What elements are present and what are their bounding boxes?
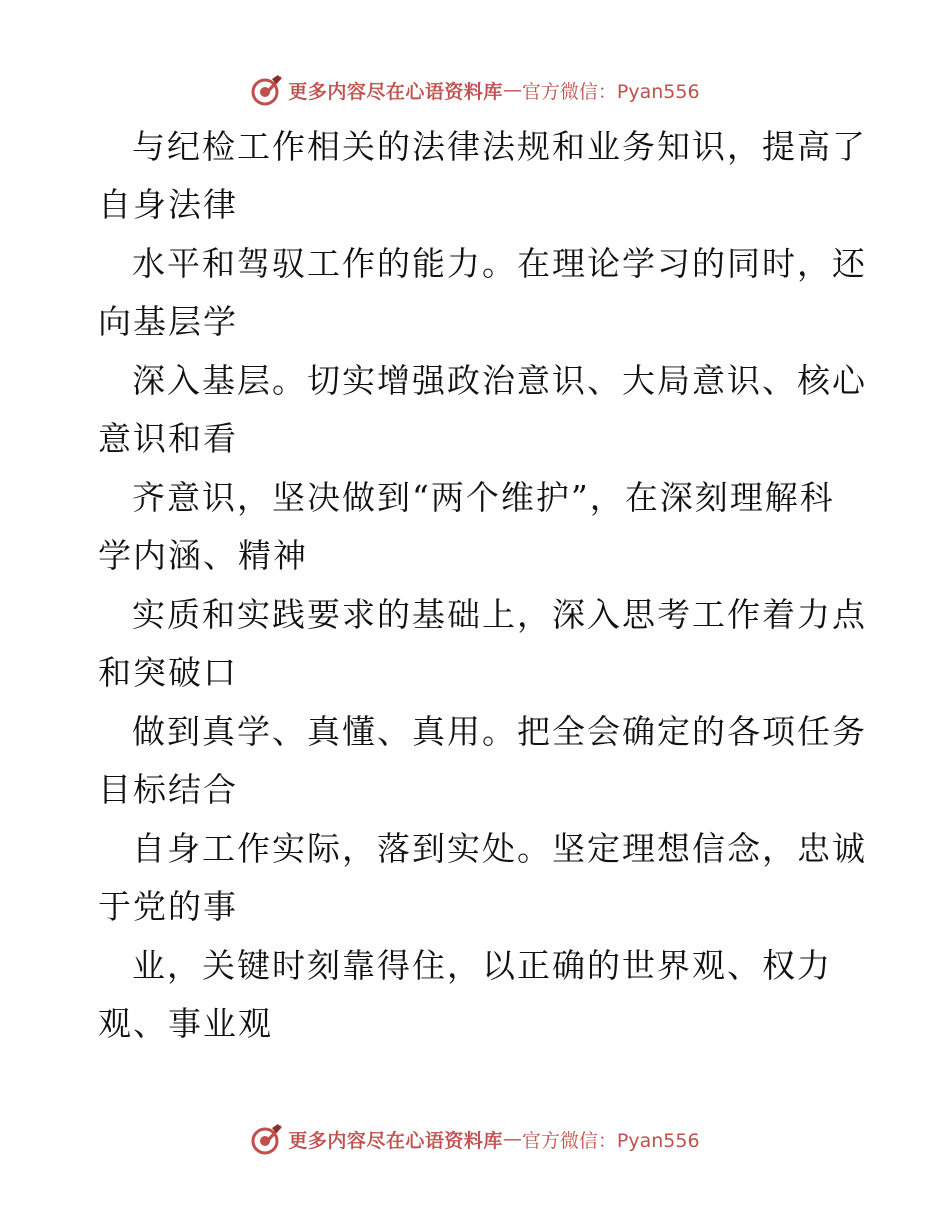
body-line: 水平和驾驭工作的能力。在理论学习的同时，还 — [132, 244, 867, 283]
watermark-separator: — — [502, 1128, 522, 1150]
body-line: 目标结合 — [98, 770, 238, 809]
body-line: 自身工作实际，落到实处。坚定理想信念，忠诚 — [132, 829, 867, 868]
body-line: 做到真学、真懂、真用。把全会确定的各项任务 — [132, 712, 867, 751]
body-line: 向基层学 — [98, 302, 238, 341]
body-line: 学内涵、精神 — [98, 536, 308, 575]
watermark-brand: 更多内容尽在心语资料库 — [288, 1129, 503, 1152]
watermark-contact: 官方微信：Pyan556 — [521, 80, 700, 103]
watermark-separator: — — [502, 79, 522, 101]
quill-logo-icon — [250, 1122, 284, 1156]
body-line: 自身法律 — [98, 185, 238, 224]
quill-logo-icon — [250, 73, 284, 107]
body-line: 与纪检工作相关的法律法规和业务知识，提高了 — [132, 127, 867, 166]
header-watermark — [0, 70, 950, 110]
body-line: 观、事业观 — [98, 1004, 273, 1043]
body-line: 业，关键时刻靠得住，以正确的世界观、权力 — [132, 946, 832, 985]
watermark-contact: 官方微信：Pyan556 — [521, 1129, 700, 1152]
body-line: 和突破口 — [98, 653, 238, 692]
body-line: 意识和看 — [98, 419, 238, 458]
body-line: 深入基层。切实增强政治意识、大局意识、核心 — [132, 361, 867, 400]
watermark-brand: 更多内容尽在心语资料库 — [288, 80, 503, 103]
body-line: 实质和实践要求的基础上，深入思考工作着力点 — [132, 595, 867, 634]
body-line: 于党的事 — [98, 887, 238, 926]
body-line: 齐意识，坚决做到“两个维护”，在深刻理解科 — [132, 478, 835, 517]
footer-watermark — [0, 1119, 950, 1159]
